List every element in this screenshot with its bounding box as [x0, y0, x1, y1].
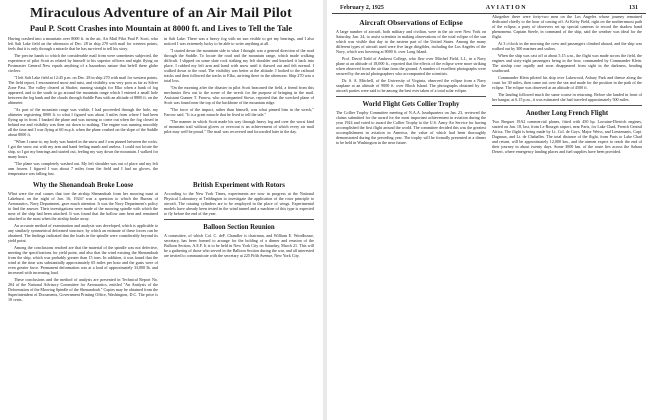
- section-heading-collier: World Flight Gets Collier Trophy: [362, 101, 460, 108]
- paragraph: in Salt Lake. There was a heavy fog with no sun visible to get my bearings, and I also noticed I was extremely lucky to be able to write anything at all.: [164, 36, 314, 46]
- page-gutter: [323, 0, 327, 420]
- paragraph: According to the New York Times, experiments are now in progress at the National Physical Laboratory at Teddington to investigate the application of the rotor principle to aircraft. The rotating cylinders are to be employed in the place of wings. Experimental models have already been tested in the wind tunnel and a machine of this type is expected to fly before the end of the year.: [164, 191, 314, 216]
- paragraph: "When I came to, my body was buried in the snow and I was pinned between the rocks. I got the snow out with my arm and hand feeling numb and useless. I could not locate the ship, so I got my bearings and started out, feeling my way down the mountain. I walked for many hours.: [8, 139, 158, 159]
- air-mail-story: [0, 36, 322, 178]
- divider: [336, 96, 486, 97]
- paragraph: Among the conclusions reached are that the material of the spindle was not defective, meeting the specifications for yield point, and also that the wind existing the Shenandoah from the ship, which was probably greater than 15 tons. In addition, it was found that the wind at the time was substantially approximately 65 miles per hour and the gusts were of even greater force. Permanent deformation was at a load of approximately 33,000 lb. and increased with increasing load.: [8, 245, 158, 275]
- paragraph: An accurate method of examination and analysis was developed, which is applicable to any similarly symmetrical deformed structure, by which an estimate of these forces can be obtained. The findings indicated that the loads in the spindle were considerably beyond its yield point.: [8, 223, 158, 243]
- page-number: 131: [629, 5, 638, 11]
- right-column-2: [492, 14, 642, 156]
- paragraph: "The plane was completely washed out. My left shoulder was out of place and my left arm frozen. I figured I was about 7 miles from the field and I had no gloves, the temperature was falling fast.: [8, 161, 158, 176]
- air-mail-story-column-1: [8, 36, 158, 178]
- paragraph: A large number of aircraft, both military and civilian, were in the air over New York on Saturday, Jan. 24, to assist scientists in making observations of the total eclipse of the sun which was visible that day in the eastern part of the United States. Among the many different types of aircraft used were five large dirigibles, including the Los Angeles of the Navy, which was hovering at 8000 ft. over Long Island.: [336, 29, 486, 54]
- right-columns: [328, 14, 650, 156]
- article-title: Miraculous Adventure of an Air Mail Pilot: [29, 6, 292, 21]
- paragraph: "The force of the impact, rather than himself, was what pinned him in the wreck," Farrow said. "It is a great miracle that he lived to tell the tale.": [164, 107, 314, 117]
- paragraph: Having crashed into a mountain over 8000 ft. in the air, Air Mail Pilot Paul P. Scott, who left Salt Lake field on the afternoon of Dec. 28 in ship 270 with mail for western points, feels that it is only through a miracle that he has survived to tell his story.: [8, 36, 158, 51]
- section-heading-balloon: Balloon Section Reunion: [203, 224, 275, 231]
- paragraph: Dr. S. A. Mitchell, of the University of Virginia, observed the eclipse from a Navy seaplane at an altitude of 9000 ft. over Block Island. The photographs obtained by the aircraft parties were said to be among the best ever taken of a total solar eclipse.: [336, 78, 486, 93]
- section-heading-eclipse: Aircraft Observations of Eclipse: [359, 18, 463, 27]
- paragraph: The Collier Trophy Committee meeting of N.A.A. headquarters on Jan. 23, reviewed the claims submitted for the award for the most important achievement in aviation during the year 1924 and voted to award the Collier Trophy to the U.S. Army Air Service for having accomplished the first flight around the world. The committee decided this was the greatest accomplishment in aviation in America, the value of which had been thoroughly demonstrated during the preceding year. The trophy will be formally presented at a dinner to be held in Washington in the near future.: [336, 110, 486, 145]
- paragraph: The landing followed much the same course in returning. Before she landed in front of her hangar, at 6.15 p.m., it was estimated she had traveled approximately 500 miles.: [492, 92, 642, 102]
- issue-date: February 2, 1925: [340, 5, 384, 11]
- shenandoah-column: [8, 178, 158, 304]
- paragraph: When the ship was cast off at about 5.15 a.m., the flight was made across the field, the engines and sixty-eight passengers being in the bow, commanded by Commander Klein. The airship rose rapidly and soon disappeared from sight in the darkness, heading southward.: [492, 53, 642, 73]
- paragraph: At 3 o'clock in the morning the crew and passengers climbed aboard, and the ship was walked out by 300 marines and sailors.: [492, 41, 642, 51]
- paragraph: "I left Salt Lake field at 12:45 p.m. on Dec. 28 in ship 270 with mail for western points. The field report, I encountered snow and mist, and visibility was very poor as far as Silver Zone Pass. The valley cleared at Shafter, running straight for Elko when a bank of fog appeared, and to the south to go around the mountain range which I entered a small hole between the fog bank and the clouds through Saddle Pass with an altitude of 8800 ft. on the altimeter.: [8, 75, 158, 105]
- running-header: [332, 0, 646, 14]
- section-heading-shenandoah: Why the Shenandoah Broke Loose: [32, 182, 134, 189]
- right-page: [328, 0, 650, 420]
- paragraph: Altogether there were forty-two men on the Los Angeles whose journey remained dedicated chiefly to the hour of casting off. At Kirby Field, right on the northernmost path of the eclipse, a party of observers set up special cameras to record the shadow band phenomena. Captain Steele, in command of the ship, said the weather was ideal for the flight.: [492, 14, 642, 39]
- section-heading-rotors: British Experiment with Rotors: [193, 182, 285, 189]
- paragraph: Commander Klein piloted his ship over Lakewood, Asbury Park and thence along the coast for 30 miles, then came out over the sea and made for the position in the path of the eclipse. The eclipse was observed at an altitude of 4500 ft.: [492, 75, 642, 90]
- paragraph: "I started down the mountain side to what I thought was a general direction of the road through the Saddle. To locate the road and the mountain range, which made walking difficult. I slipped on some slate rock striking my left shoulder and knocked it back into place. I rubbed my left arm and hand with snow until it thawed out and felt normal. I walked down to the road. The visibility was better at the altitude. I looked to the railroad tracks and then followed the tracks to Elko, arriving there in the afternoon. Ship 270 was a total loss.: [164, 48, 314, 83]
- section-heading-french-flight: Another Long French Flight: [525, 110, 609, 117]
- paragraph: What were the real causes that tore the airship Shenandoah from her mooring mast at Lakehurst on the night of Jan. 16, 1924? was a question to which the Bureau of Aeronautics, Navy Department, gave much attention. It was the Navy Department's policy to find the answer. Their investigations were made of the mooring spindle with which the nose of the ship had been attached. It was found that the hollow arm bent and remained attached to the mast when the airship broke away.: [8, 191, 158, 221]
- divider: [164, 219, 314, 220]
- right-column-1: [336, 14, 486, 156]
- paragraph: "The manner in which Scott made his way through heavy fog and over the worst kind of mountain trail without gloves or overcoat is an achievement of which every air mail pilot may well be proud." The mail was recovered and forwarded later in the day.: [164, 119, 314, 134]
- air-mail-story-column-2: [164, 36, 314, 178]
- left-page: [0, 0, 322, 420]
- article-subtitle: Paul P. Scott Crashes into Mountain at 8000 ft. and Lives to Tell the Tale: [29, 23, 293, 33]
- lower-left-sections: [0, 178, 322, 304]
- paragraph: "On the morning after the disaster in pilot Scott beaconed the field, a friend from this mechanics flew out to the scene of the wreck for the purpose of bringing in the mail. Assistant Gunner T. Farrow, who accompanied Stowe, reported that the wrecked plane of Scott was found near the top of the backbone of the mountain ridge.: [164, 85, 314, 105]
- divider: [492, 105, 642, 106]
- paragraph: "As part of the mountain range was visible, I had proceeded through the hole, my altimeter registering 8000 ft. to what I figured was about 3 miles from where I had been flying up in front. I banked the plane and was turning to come out when the fog closed in behind me and visibility was then cut down to nothing. The engine was running smoothly all the time and I was flying at 60 m.p.h. when the plane crashed on the slope of the Saddle about 8000 ft.: [8, 107, 158, 137]
- paragraph: A committee, of which Col. C. deF. Chandler is chairman, and William E. Woodhouse, secretary, has been formed to arrange for the holding of a dinner and reunion of the Balloon Section, A.E.F. It is to be held in New York City on Saturday, March 21. This will be a gathering of those who served in the Balloon Section during the war, and all interested are invited to communicate with the secretary at 225 Fifth Avenue, New York City.: [164, 233, 314, 258]
- paragraph: Two Breguet 19A2 commercial planes, fitted with 450 hp. Lorraine-Dietrich engines, started on Jan. 18, last, from Le Bourget airport, near Paris, for Lake Chad, French Central Africa. The flight is being made by Lt. Col. de Goys, Major Weiss, and Lieutenants, Capt. Dagnaux, and Lt. de Chaballes. The total distance of the flight, from Paris to Lake Chad and return, will be approximately 12,000 km., and the airmen expect to reach the end of their journey in about twenty days. Some 3000 km. of the route lies across the Sahara Desert, where emergency landing places and fuel supplies have been provided.: [492, 119, 642, 154]
- paragraph: The precise hands to which the considerable mail from were sometimes subjected, the experience of pilot Scott as related by himself to his superior officers and night flying on Postmaster General New equals anything of a hazardous nature that befell these globe circlers.: [8, 53, 158, 73]
- paragraph: Prof. David Todd of Amherst College, who flew over Mitchel Field, L.I., in a Navy plane at an altitude of 18,000 ft., reported that the effects of the eclipse were more striking when observed from the air than from the ground. A number of excellent photographs were secured by the aerial photographers who accompanied the scientists.: [336, 56, 486, 76]
- journal-name: AVIATION: [485, 5, 528, 11]
- paragraph: These conclusions and the method of analysis are presented in Technical Report No. 204 of the National Advisory Committee for Aeronautics, entitled "An Analysis of the Deformation of the Mooring Spindle of the Shenandoah." Copies may be obtained from the Superintendent of Documents, Government Printing Office, Washington, D.C. The price is 10 cents.: [8, 277, 158, 302]
- rotor-balloon-column: [164, 178, 314, 304]
